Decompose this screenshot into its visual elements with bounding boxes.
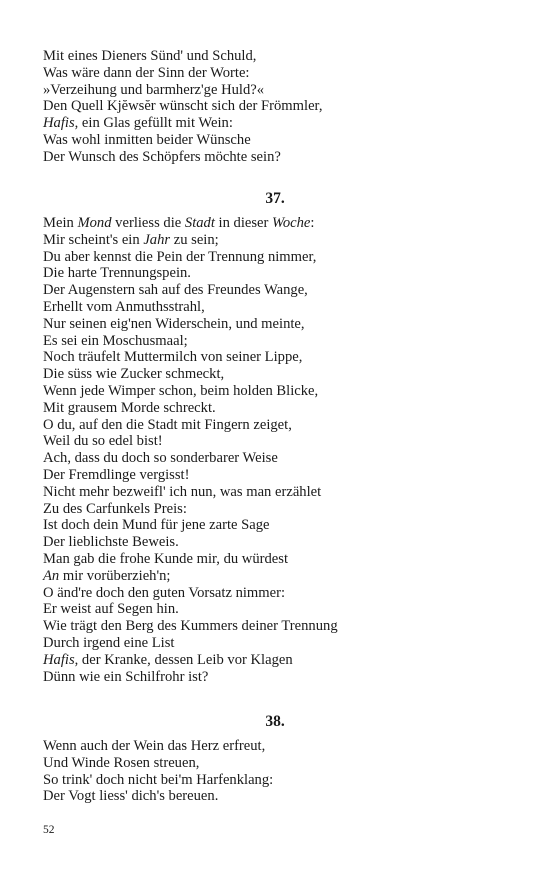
- poem-line: [43, 265, 513, 282]
- poem-line: [43, 484, 513, 501]
- poem-line: [43, 65, 513, 82]
- page-number: 52: [43, 824, 55, 836]
- italic-text: Hafis: [43, 651, 75, 668]
- poem-line: [43, 400, 513, 417]
- italic-text: Stadt: [184, 215, 215, 231]
- poem-line: [43, 366, 513, 383]
- poem-line: [43, 551, 513, 568]
- line-text: Weil du so edel bist!: [43, 433, 163, 450]
- line-text: Erhellt vom Anmuthsstrahl,: [43, 298, 205, 315]
- poem-line: [43, 788, 513, 805]
- poem-line: [43, 534, 513, 551]
- italic-text: Jahr: [143, 231, 171, 248]
- line-text: Er weist auf Segen hin.: [43, 601, 179, 618]
- line-text: Mit grausem Morde schreckt.: [43, 399, 216, 416]
- line-text: Nur seinen eig'nen Widerschein, und meinte,: [43, 315, 305, 332]
- line-text: Die harte Trennungspein.: [43, 265, 191, 282]
- line-text: Zu des Carfunkels Preis:: [43, 500, 187, 517]
- poem-line: [43, 467, 513, 484]
- poem-fragment-top: [43, 48, 513, 166]
- line-text: »Verzeihung und barmherz'ge Huld?«: [43, 81, 265, 98]
- poem-line: [43, 501, 513, 518]
- line-text: O änd're doch den guten Vorsatz nimmer:: [43, 584, 286, 601]
- line-text: Der Fremdlinge vergisst!: [43, 466, 190, 483]
- poem-line: [43, 417, 513, 434]
- poem-line: [43, 585, 513, 602]
- poem-number-37: 37.: [265, 190, 285, 207]
- italic-text: Hafis: [43, 115, 75, 132]
- poem-line: [43, 618, 513, 635]
- line-text: zu sein;: [170, 231, 219, 248]
- line-text: Mein: [43, 215, 78, 231]
- line-text: So trink' doch nicht bei'm Harfenklang:: [43, 771, 274, 788]
- poem-line: [43, 772, 513, 789]
- poem-line: [43, 132, 513, 149]
- line-text: Den Quell Kjĕwsĕr wünscht sich der Frömmler,: [43, 98, 323, 115]
- poem-line: [43, 450, 513, 467]
- line-text: Was wohl inmitten beider Wünsche: [43, 131, 251, 148]
- poem-38: [43, 738, 513, 805]
- line-text: Wenn jede Wimper schon, beim holden Blicke,: [43, 382, 319, 399]
- line-text: :: [310, 215, 315, 231]
- poem-line: [43, 115, 513, 132]
- line-text: Der lieblichste Beweis.: [43, 534, 179, 551]
- line-text: Ist doch dein Mund für jene zarte Sage: [43, 517, 270, 534]
- poem-line: [43, 669, 513, 686]
- poem-line: [43, 282, 513, 299]
- poem-line: [43, 349, 513, 366]
- line-text: Was wäre dann der Sinn der Worte:: [43, 64, 250, 81]
- line-text: O du, auf den die Stadt mit Fingern zeiget,: [43, 416, 292, 433]
- line-text: Der Augenstern sah auf des Freundes Wange,: [43, 282, 308, 299]
- line-text: , der Kranke, dessen Leib vor Klagen: [74, 651, 293, 668]
- line-text: Der Wunsch des Schöpfers möchte sein?: [43, 148, 281, 165]
- line-text: verliess die: [111, 215, 185, 231]
- italic-text: An: [43, 567, 60, 584]
- poem-line: [43, 517, 513, 534]
- poem-line: [43, 383, 513, 400]
- poem-line: [43, 98, 513, 115]
- poem-line: [43, 149, 513, 166]
- line-text: Der Vogt liess' dich's bereuen.: [43, 788, 219, 805]
- poem-line: [43, 299, 513, 316]
- line-text: mir vorüberzieh'n;: [59, 567, 171, 584]
- line-text: Dünn wie ein Schilfrohr ist?: [43, 668, 209, 685]
- poem-line: [43, 635, 513, 652]
- italic-text: Mond: [77, 215, 112, 231]
- line-text: Man gab die frohe Kunde mir, du würdest: [43, 550, 289, 567]
- poem-line: [43, 601, 513, 618]
- line-text: Mit eines Dieners Sünd' und Schuld,: [43, 48, 257, 64]
- line-text: Wenn auch der Wein das Herz erfreut,: [43, 738, 266, 754]
- line-text: Ach, dass du doch so sonderbarer Weise: [43, 450, 278, 467]
- poem-line: [43, 738, 513, 755]
- poem-line: [43, 82, 513, 99]
- line-text: , ein Glas gefüllt mit Wein:: [74, 115, 233, 132]
- line-text: Mir scheint's ein: [43, 231, 144, 248]
- poem-line: [43, 652, 513, 669]
- poem-line: [43, 568, 513, 585]
- poem-37: [43, 215, 513, 685]
- poem-line: [43, 316, 513, 333]
- line-text: Wie trägt den Berg des Kummers deiner Trennung: [43, 618, 338, 635]
- poem-line: [43, 433, 513, 450]
- line-text: Nicht mehr bezweifl' ich nun, was man erzählet: [43, 483, 322, 500]
- poem-number-38: 38.: [265, 713, 285, 730]
- poem-line: [43, 333, 513, 350]
- italic-text: Woche: [272, 215, 311, 231]
- line-text: Es sei ein Moschusmaal;: [43, 332, 188, 349]
- line-text: Durch irgend eine List: [43, 634, 175, 651]
- poem-line: [43, 215, 513, 232]
- line-text: Und Winde Rosen streuen,: [43, 754, 200, 771]
- line-text: Die süss wie Zucker schmeckt,: [43, 366, 225, 383]
- line-text: in dieser: [214, 215, 273, 231]
- poem-line: [43, 48, 513, 65]
- poem-line: [43, 232, 513, 249]
- poem-line: [43, 755, 513, 772]
- line-text: Du aber kennst die Pein der Trennung nimmer,: [43, 248, 317, 265]
- line-text: Noch träufelt Muttermilch von seiner Lippe,: [43, 349, 303, 366]
- poem-line: [43, 249, 513, 266]
